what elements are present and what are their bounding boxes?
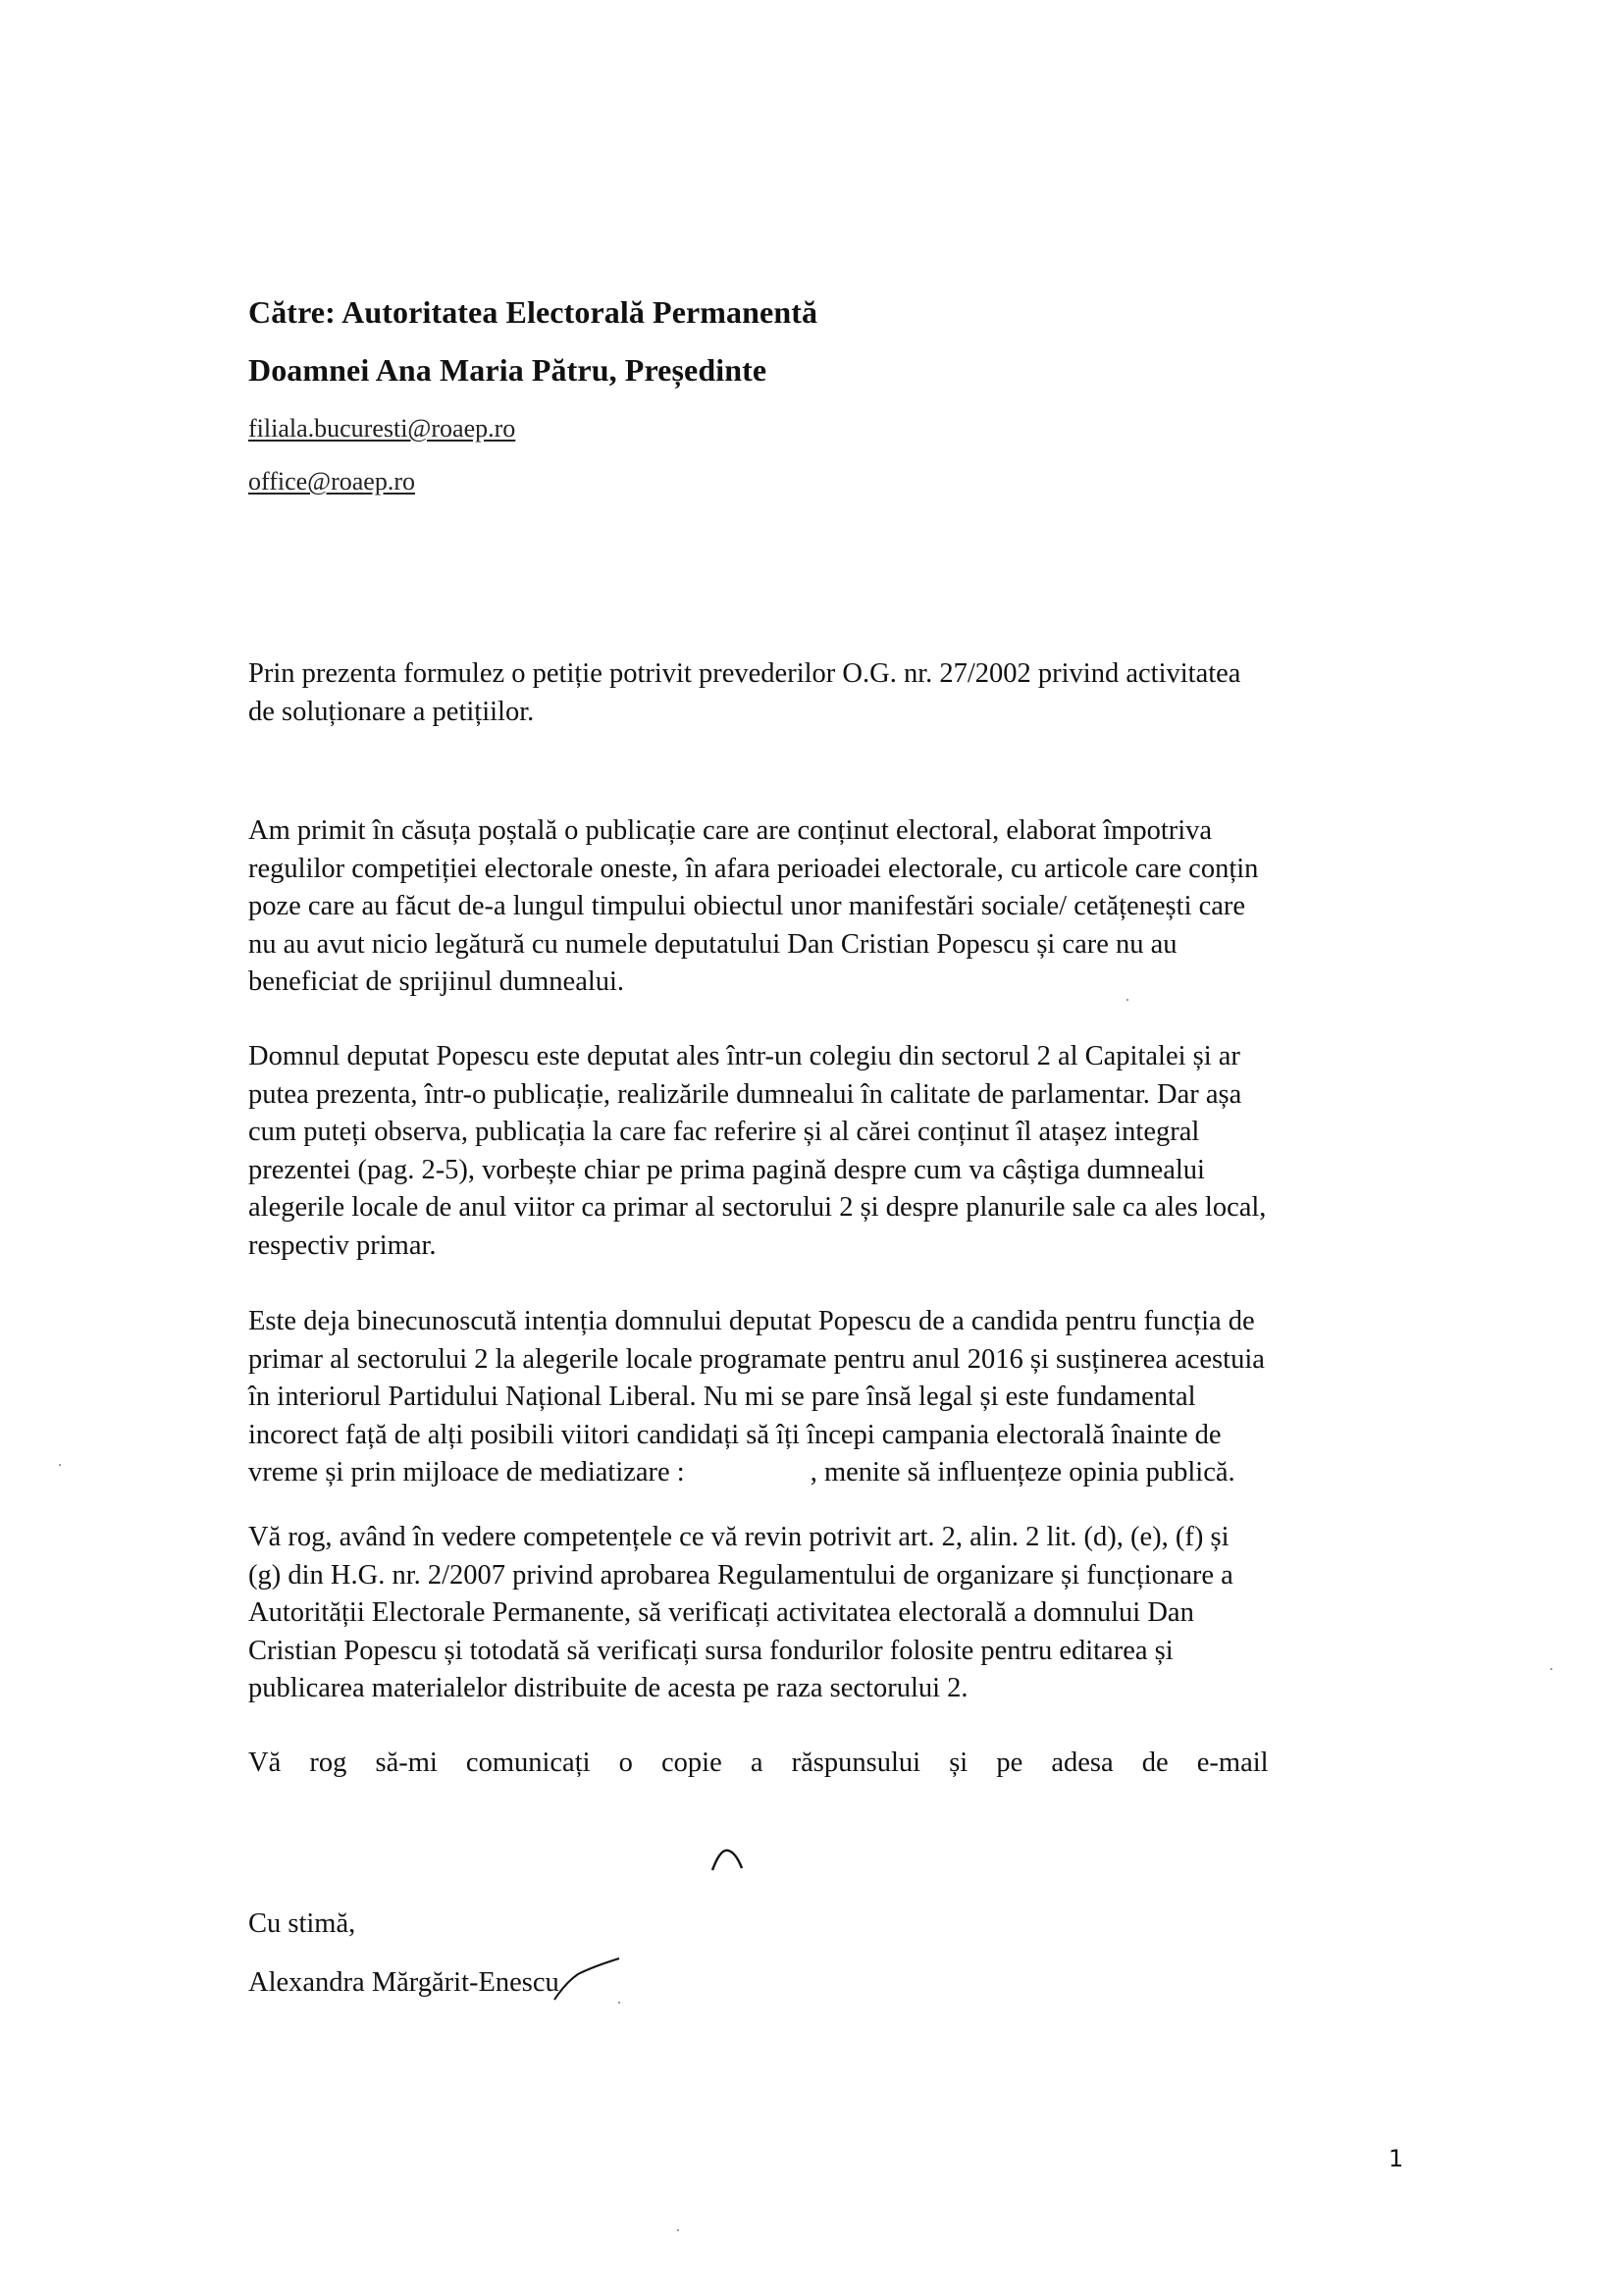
recipient-heading: Către: Autoritatea Electorală Permanentă [248,294,818,330]
signatory-name: Alexandra Mărgărit-Enescu [248,1967,559,1998]
paragraph-line: incorect față de alți posibili viitori candidați să îți începi campania electorală înainte de [248,1419,1222,1450]
paragraph-line: respectiv primar. [248,1229,437,1261]
paragraph-line: prezentei (pag. 2-5), vorbește chiar pe prima pagină despre cum va câștiga dumnealui [248,1154,1205,1185]
paragraph-line: poze care au făcut de-a lungul timpului obiectul unor manifestări sociale/ cetățenești care [248,891,1246,921]
email-link-office[interactable]: office@roaep.ro [248,467,415,496]
line-text-before-redaction: vreme și prin mijloace de mediatizare : [248,1457,685,1487]
scan-speck [1126,999,1128,1001]
scan-speck [677,2229,679,2231]
signature-stroke-icon [545,1955,623,2004]
paragraph-line-with-redaction [248,1454,1414,1492]
paragraph-reply-request [248,1745,1414,1783]
paragraph-line: Este deja binecunoscută intenția domnului deputat Popescu de a candida pentru funcția de [248,1306,1255,1336]
paragraph-line: Prin prezenta formulez o petiție potrivit prevederilor O.G. nr. 27/2002 privind activitatea [248,658,1241,689]
paragraph-line: Am primit în căsuța poștală o publicație care are conținut electoral, elaborat împotriva [248,815,1213,846]
paragraph-line: cum puteți observa, publicația la care fac referire și al cărei conținut îl atașez integral [248,1117,1200,1147]
scan-speck [59,1464,61,1466]
paragraph-line: publicarea materialelor distribuite de acesta pe raza sectorului 2. [248,1673,969,1703]
paragraph-line: Domnul deputat Popescu este deputat ales într-un colegiu din sectorul 2 al Capitalei și ar [248,1041,1240,1071]
line-text-after-redaction: , menite să influențeze opinia publică. [810,1457,1235,1487]
paragraph-line: Vă rog, având în vedere competențele ce vă revin potrivit art. 2, alin. 2 lit. (d), (e), (f) și [248,1522,1230,1552]
paragraph-line: Vă rog să-mi comunicați o copie a răspunsului și pe adesa de e-mail [248,1748,1269,1778]
paragraph-line: (g) din H.G. nr. 2/2007 privind aprobarea Regulamentului de organizare și funcționare a [248,1559,1233,1591]
paragraph-deputy-publication [248,1038,1414,1265]
paragraph-line: beneficiat de sprijinul dumnealui. [248,966,625,997]
paragraph-line: regulilor competiției electorale oneste, în afara perioadei electorale, cu articole care conțin [248,853,1259,884]
paragraph-line: putea prezenta, într-o publicație, realizările dumnealui în calitate de parlamentar. Dar așa [248,1078,1242,1110]
paragraph-petition-intro [248,655,1414,731]
paragraph-verification-request [248,1519,1414,1708]
page-number: 1 [1388,2145,1404,2172]
paragraph-line: Autorității Electorale Permanente, să verificați activitatea electorală a domnului Dan [248,1597,1194,1628]
paragraph-line: alegerile locale de anul viitor ca primar al sectorului 2 și despre planurile sale ca ales local, [248,1192,1267,1223]
paragraph-line: primar al sectorului 2 la alegerile locale programate pentru anul 2016 și susținerea acestuia [248,1343,1265,1375]
addressee-heading: Doamnei Ana Maria Pătru, Președinte [248,352,767,388]
scan-speck [618,2002,620,2004]
paragraph-candidacy-intent [248,1303,1414,1492]
arc-mark-icon [708,1847,748,1872]
paragraph-publication-received [248,812,1414,1002]
paragraph-line: de soluționare a petițiilor. [248,696,535,727]
closing-salutation: Cu stimă, [248,1908,356,1939]
paragraph-line: nu au avut nicio legătură cu numele deputatului Dan Cristian Popescu și care nu au [248,928,1178,960]
paragraph-line: în interiorul Partidului Național Liberal. Nu mi se pare însă legal și este fundamental [248,1382,1196,1412]
paragraph-line: Cristian Popescu și totodată să verificați sursa fondurilor folosite pentru editarea și [248,1635,1174,1666]
email-link-filiala[interactable]: filiala.bucuresti@roaep.ro [248,414,516,443]
scan-speck [1550,1668,1552,1670]
